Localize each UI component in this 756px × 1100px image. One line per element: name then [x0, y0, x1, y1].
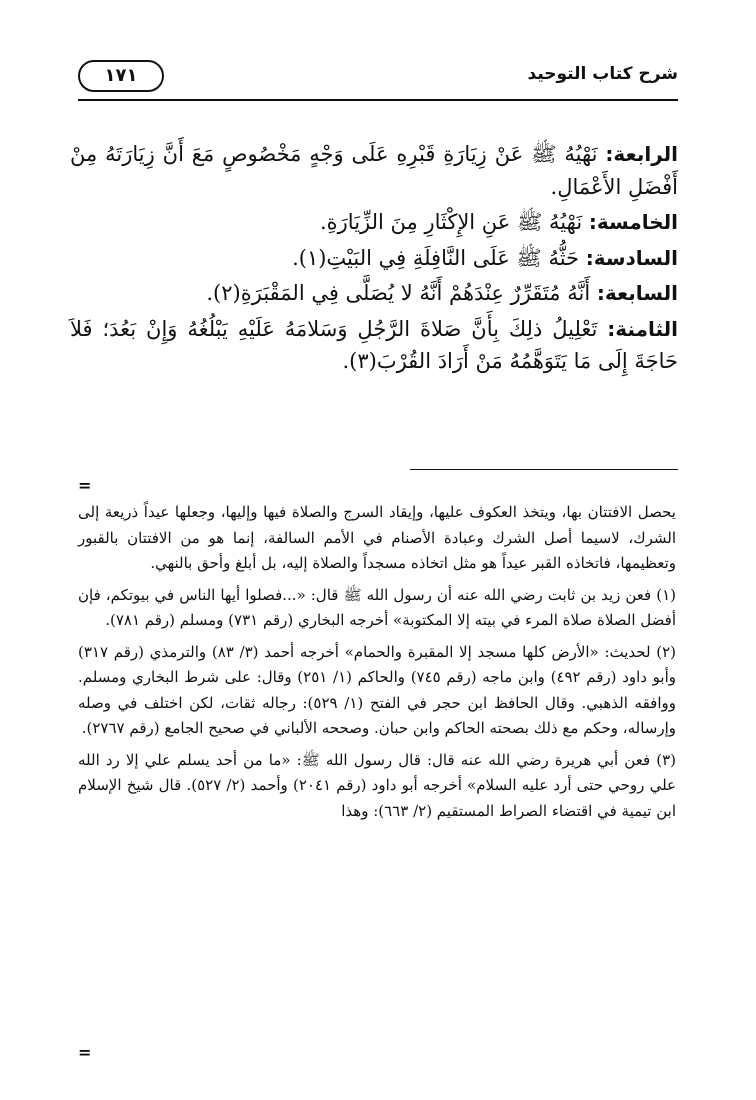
- item-label: الرابعة:: [605, 142, 678, 166]
- footnote-continuation: يحصل الافتتان بها، ويتخذ العكوف عليها، وإيقاد السرج والصلاة فيها وإليها، وجعلها عيداً ذريعة إلى الشرك، لاسيما أصل الشرك وعبادة الأصنام في الأمم السالفة، إنما هو من الافتتان بالقبور وتعظيمها، فاتخاذه القبر عيداً هو مثل اتخاذه مسجداً والصلاة إليه، بل أبلغ وأحق بالنهي.: [78, 503, 676, 572]
- item-sixth: [70, 242, 678, 275]
- book-title: شرح كتاب التوحيد: [527, 64, 678, 84]
- item-label: الخامسة:: [588, 210, 678, 235]
- footnote-2: (٢) لحديث: «الأرض كلها مسجد إلا المقبرة والحمام» أخرجه أحمد (٣/ ٨٣) والترمذي (رقم ٣١٧) وأبو داود (رقم ٤٩٢) وابن ماجه (رقم ٧٤٥) والحاكم (١/ ٢٥١) وقال: على شرط البخاري ومسلم. ووافقه الذهبي. وقال الحافظ ابن حجر في الفتح (١/ ٥٢٩): رجاله ثقات، لكن اختلف في وصله وإرساله، وحكم مع ذلك بصحته الحاكم وابن حبان. وصححه الألباني في صحيح الجامع (رقم ٢٧٦٧).: [78, 642, 677, 737]
- footnotes: [78, 500, 676, 830]
- item-fourth: [70, 138, 678, 203]
- item-text: حَثُّهُ ﷺ عَلَى النَّافِلَةِ فِي البَيْتِ(١).: [292, 245, 586, 270]
- item-text: نَهْيُهُ ﷺ عَنْ زِيَارَةِ قَبْرِهِ عَلَى وَجْهٍ مَخْصُوصٍ مَعَ أَنَّ زِيَارَتَهُ مِنْ أَفْضَلِ الأَعْمَالِ.: [70, 142, 678, 199]
- continuation-mark-bottom: =: [78, 1043, 92, 1062]
- footnote-3: (٣) فعن أبي هريرة رضي الله عنه قال: قال رسول الله ﷺ: «ما من أحد يسلم علي إلا رد الله علي روحي حتى أرد عليه السلام» أخرجه أبو داود (رقم ٢٠٤١) وأحمد (٢/ ٥٢٧). قال شيخ الإسلام ابن تيمية في اقتضاء الصراط المستقيم (٢/ ٦٦٣): وهذا: [78, 750, 676, 820]
- item-label: السابعة:: [596, 281, 678, 306]
- item-text: أَنَّهُ مُتَقَرِّرٌ عِنْدَهُمْ أَنَّهُ لا يُصَلَّى فِي المَقْبَرَةِ(٢).: [206, 281, 597, 306]
- header-rule: [78, 99, 678, 101]
- footnote-1: (١) فعن زيد بن ثابت رضي الله عنه أن رسول الله ﷺ قال: «...فصلوا أيها الناس في بيوتكم، فإن أفضل الصلاة صلاة المرء في بيته إلا المكتوبة» أخرجه البخاري (رقم ٧٣١) ومسلم (رقم ٧٨١).: [78, 585, 676, 629]
- item-fifth: [70, 206, 678, 239]
- item-label: الثامنة:: [607, 316, 678, 341]
- item-seventh: [70, 277, 678, 310]
- continuation-mark-top: =: [78, 476, 92, 495]
- footnote-separator: [410, 469, 678, 470]
- item-eighth: [70, 313, 678, 378]
- main-text: [70, 138, 678, 381]
- item-text: نَهْيُهُ ﷺ عَنِ الإِكْثَارِ مِنَ الزِّيَارَةِ.: [319, 210, 589, 235]
- item-text: تَعْلِيلُ ذلِكَ بِأَنَّ صَلاةَ الرَّجُلِ وَسَلامَهُ عَلَيْهِ يَبْلُغُهُ وَإِنْ بَعُدَ؛ فَلاَ حَاجَةَ إِلَى مَا يَتَوَهَّمُهُ مَنْ أَرَادَ القُرْبَ(٣).: [70, 316, 678, 374]
- item-label: السادسة:: [585, 245, 678, 270]
- page-header: [78, 60, 678, 100]
- page-number: ١٧١: [78, 60, 164, 92]
